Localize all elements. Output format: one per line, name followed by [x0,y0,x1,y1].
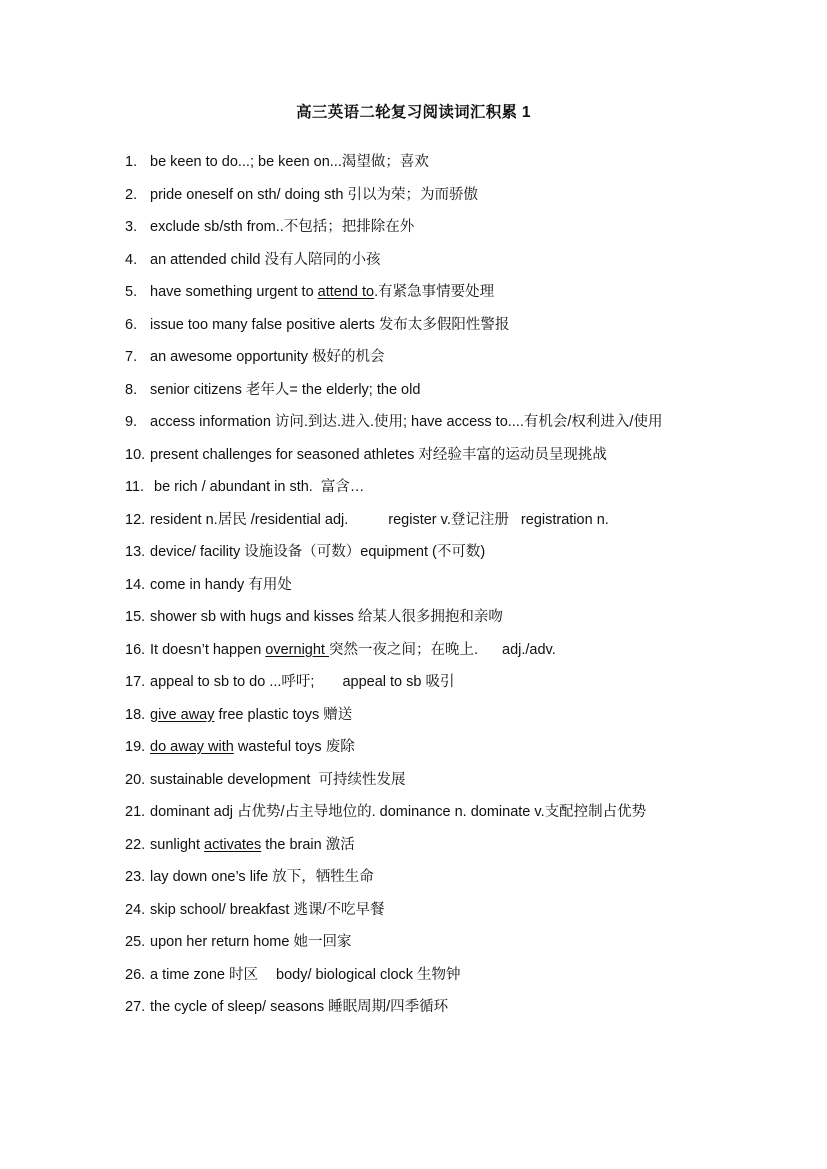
item-text: lay down one’s life 放下，牺牲生命 [150,869,374,885]
list-item [125,179,725,212]
item-text-part: free plastic toys 赠送 [214,706,353,723]
item-text: sustainable development 可持续性发展 [150,771,406,788]
list-item [125,991,725,1024]
item-number: 19. [125,739,146,755]
item-number: 12. [125,511,146,528]
list-item [125,634,725,667]
underlined-phrase: overnight [265,641,329,658]
item-number: 24. [125,901,146,918]
item-number: 26. [125,966,146,983]
item-number: 5. [125,284,138,300]
item-text-part: have something urgent to [150,284,318,300]
item-number: 1. [125,154,138,170]
item-text-part: 突然一夜之间；在晚上. [328,641,479,658]
item-text: issue too many false positive alerts 发布太多假阳性警报 [150,316,510,333]
item-text: come in handy 有用处 [150,576,292,593]
item-number: 2. [125,186,138,203]
item-text: be keen to do...; be keen on...渴望做；喜欢 [150,154,429,170]
list-item [125,666,725,699]
item-number: 27. [125,999,146,1015]
list-item [125,959,725,992]
item-number: 21. [125,804,146,820]
item-number: 8. [125,381,138,398]
item-number: 13. [125,544,146,560]
list-item [125,699,725,732]
item-number: 16. [125,641,146,658]
item-text: skip school/ breakfast 逃课/不吃早餐 [150,901,385,918]
list-item [125,861,725,894]
item-number: 4. [125,251,138,268]
item-text: dominant adj 占优势/占主导地位的. dominance n. dominate v.支配控制占优势 [150,804,647,820]
item-number: 14. [125,576,146,593]
list-item [125,894,725,927]
list-item [125,374,725,407]
item-text [150,699,352,732]
item-text [150,276,494,309]
item-text: senior citizens 老年人= the elderly; the old [150,381,421,398]
item-text: an awesome opportunity 极好的机会 [150,349,385,365]
underlined-phrase: activates [204,836,262,853]
list-item [125,764,725,797]
list-item [125,471,725,504]
item-text: the cycle of sleep/ seasons 睡眠周期/四季循环 [150,999,449,1015]
item-number: 22. [125,836,146,853]
item-text: present challenges for seasoned athletes 对经验丰富的运动员呈现挑战 [150,446,607,463]
list-item [125,146,725,179]
item-text [150,634,556,667]
item-number: 7. [125,349,138,365]
item-text: shower sb with hugs and kisses 给某人很多拥抱和亲吻 [150,609,503,625]
item-text-part: appeal to sb 吸引 [342,674,455,690]
item-text: an attended child 没有人陪同的小孩 [150,251,381,268]
item-text [150,829,355,862]
list-item [125,504,725,537]
item-number: 18. [125,706,146,723]
list-item [125,731,725,764]
item-text-part: .有紧急事情要处理 [374,284,495,300]
item-text-part: resident n.居民 /residential adj. [150,511,349,528]
item-text [150,959,461,992]
page-title: 高三英语二轮复习阅读词汇积累 1 [296,104,531,121]
list-item [125,829,725,862]
list-item [125,601,725,634]
item-number: 20. [125,771,146,788]
item-number: 9. [125,414,138,430]
item-text: access information 访问.到达.进入.使用; have access to....有机会/权利进入/使用 [150,414,663,430]
list-item [125,341,725,374]
underlined-phrase: give away [150,706,215,723]
item-text-part: body/ biological clock 生物钟 [276,966,461,983]
list-item [125,406,725,439]
list-item [125,244,725,277]
item-text-part: It doesn’t happen [150,641,266,658]
underlined-phrase: attend to [317,284,375,300]
list-item [125,926,725,959]
item-text: pride oneself on sth/ doing sth 引以为荣；为而骄傲 [150,186,478,203]
item-text [150,731,355,764]
list-item [125,276,725,309]
item-number: 6. [125,316,138,333]
list-item [125,439,725,472]
item-text: be rich / abundant in sth. 富含… [150,479,365,495]
item-number: 17. [125,674,146,690]
item-text-part: appeal to sb to do ...呼吁; [150,674,315,690]
list-item [125,796,725,829]
list-item [125,211,725,244]
item-text-part: wasteful toys 废除 [233,739,355,755]
list-item [125,536,725,569]
underlined-phrase: do away with [150,739,234,755]
item-number: 10. [125,446,146,463]
item-text [150,666,454,699]
item-text-part: register v.登记注册 registration n. [388,511,609,528]
item-text-part: sunlight [150,836,205,853]
item-number: 23. [125,869,146,885]
item-number: 3. [125,219,138,235]
list-item [125,309,725,342]
item-text-part: the brain 激活 [261,836,355,853]
item-number: 11. [125,479,145,495]
item-text: exclude sb/sth from..不包括；把排除在外 [150,219,415,235]
list-item [125,569,725,602]
item-number: 25. [125,934,146,950]
vocabulary-list [125,146,725,1024]
item-text [150,504,609,537]
item-number: 15. [125,609,146,625]
item-text: device/ facility 设施设备（可数）equipment (不可数) [150,544,486,560]
item-text-part: a time zone 时区 [150,966,258,983]
item-text: upon her return home 她一回家 [150,934,352,950]
item-text-part: adj./adv. [502,641,556,658]
